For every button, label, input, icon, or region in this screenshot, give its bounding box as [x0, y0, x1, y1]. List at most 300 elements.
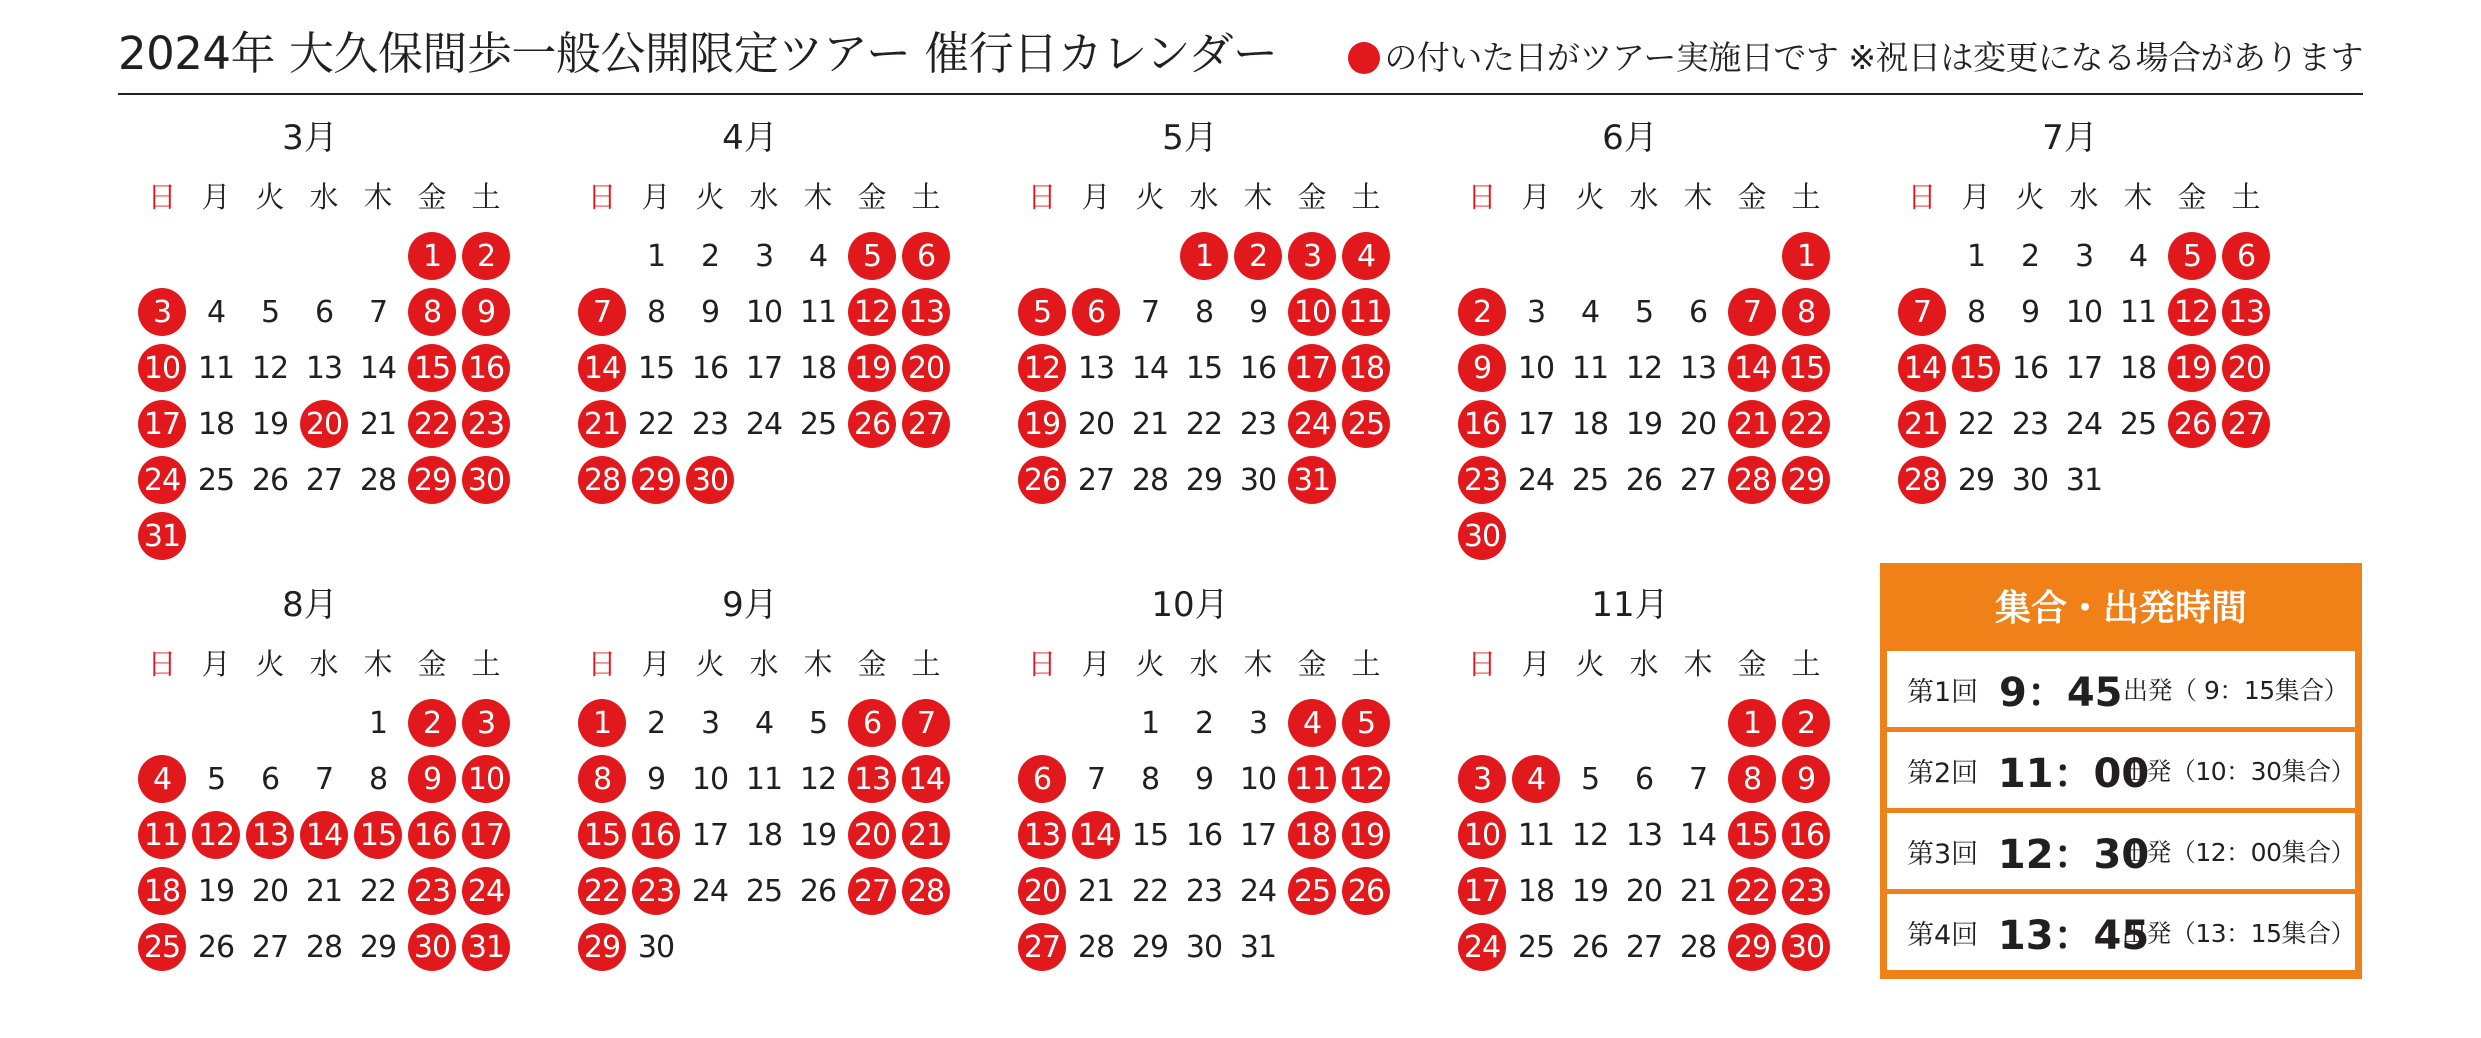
calendar-day: 4	[206, 294, 226, 330]
calendar-day: 10	[1517, 350, 1555, 386]
tour-day: 2	[462, 232, 510, 280]
calendar-day: 12	[1571, 817, 1609, 853]
calendar-day: 4	[808, 238, 828, 274]
tour-day: 25	[1288, 867, 1336, 915]
calendar-day: 25	[2119, 406, 2157, 442]
weekday-label: 火	[2015, 180, 2045, 214]
tour-day: 16	[408, 811, 456, 859]
calendar-day: 8	[1966, 294, 1986, 330]
weekday-label: 土	[1791, 647, 1821, 681]
tour-day: 28	[1898, 456, 1946, 504]
calendar-day: 8	[646, 294, 666, 330]
time-row	[1887, 813, 2355, 889]
tour-day: 14	[578, 344, 626, 392]
tour-day: 13	[848, 755, 896, 803]
weekday-label: 土	[1351, 180, 1381, 214]
calendar-day: 12	[799, 761, 837, 797]
calendar-day: 25	[799, 406, 837, 442]
calendar-day: 13	[1077, 350, 1115, 386]
month-title: 5月	[1162, 118, 1218, 158]
tour-day: 14	[1072, 811, 1120, 859]
calendar-day: 5	[1580, 761, 1600, 797]
weekday-label: 月	[1081, 647, 1111, 681]
weekday-label: 月	[1961, 180, 1991, 214]
tour-day: 8	[578, 755, 626, 803]
tour-day: 15	[578, 811, 626, 859]
calendar-day: 15	[637, 350, 675, 386]
weekday-label: 土	[911, 647, 941, 681]
weekday-label: 日	[1467, 180, 1497, 214]
calendar-day: 20	[1077, 406, 1115, 442]
calendar-day: 3	[1526, 294, 1546, 330]
tour-day: 20	[902, 344, 950, 392]
tour-day: 7	[1728, 288, 1776, 336]
tour-day: 29	[1782, 456, 1830, 504]
weekday-label: 日	[1027, 647, 1057, 681]
tour-day: 24	[1458, 923, 1506, 971]
calendar-day: 27	[1679, 462, 1717, 498]
tour-day: 2	[408, 699, 456, 747]
calendar-day: 25	[1517, 929, 1555, 965]
tour-day: 28	[1728, 456, 1776, 504]
tour-day: 13	[1018, 811, 1066, 859]
calendar-day: 18	[197, 406, 235, 442]
calendar-day: 21	[1077, 873, 1115, 909]
tour-day: 17	[1458, 867, 1506, 915]
weekday-label: 日	[587, 647, 617, 681]
calendar-day: 22	[1185, 406, 1223, 442]
calendar-day: 17	[2065, 350, 2103, 386]
tour-day: 24	[1288, 400, 1336, 448]
tour-day: 19	[848, 344, 896, 392]
calendar-day: 2	[2020, 238, 2040, 274]
calendar-day: 31	[1239, 929, 1277, 965]
tour-day: 30	[408, 923, 456, 971]
calendar-day: 3	[2074, 238, 2094, 274]
tour-day: 30	[1458, 512, 1506, 560]
tour-day: 5	[1018, 288, 1066, 336]
weekday-label: 土	[471, 180, 501, 214]
tour-day: 19	[1018, 400, 1066, 448]
calendar-day: 22	[359, 873, 397, 909]
weekday-label: 土	[471, 647, 501, 681]
calendar-day: 17	[1239, 817, 1277, 853]
calendar-day: 26	[251, 462, 289, 498]
tour-day: 14	[300, 811, 348, 859]
tour-day: 3	[138, 288, 186, 336]
tour-day: 21	[1898, 400, 1946, 448]
weekday-label: 金	[1297, 647, 1327, 681]
calendar-day: 11	[1517, 817, 1555, 853]
calendar-day: 25	[1571, 462, 1609, 498]
calendar-day: 3	[754, 238, 774, 274]
tour-day: 14	[902, 755, 950, 803]
tour-day: 3	[1288, 232, 1336, 280]
tour-day: 23	[408, 867, 456, 915]
calendar-day: 21	[1131, 406, 1169, 442]
tour-day: 26	[1342, 867, 1390, 915]
tour-day: 1	[408, 232, 456, 280]
tour-day: 11	[138, 811, 186, 859]
weekday-label: 日	[587, 180, 617, 214]
calendar-day: 28	[1077, 929, 1115, 965]
weekday-label: 水	[309, 647, 339, 681]
calendar-day: 27	[305, 462, 343, 498]
tour-day: 16	[1458, 400, 1506, 448]
calendar-day: 23	[2011, 406, 2049, 442]
weekday-label: 火	[695, 180, 725, 214]
tour-day: 6	[1018, 755, 1066, 803]
weekday-label: 火	[1135, 180, 1165, 214]
calendar-day: 7	[314, 761, 334, 797]
tour-day: 23	[1458, 456, 1506, 504]
calendar-day: 13	[1679, 350, 1717, 386]
calendar-day: 7	[368, 294, 388, 330]
calendar-day: 24	[1517, 462, 1555, 498]
calendar-day: 18	[745, 817, 783, 853]
calendar-day: 16	[1185, 817, 1223, 853]
tour-day: 4	[1342, 232, 1390, 280]
calendar-day: 13	[1625, 817, 1663, 853]
weekday-label: 水	[309, 180, 339, 214]
tour-day: 21	[578, 400, 626, 448]
tour-day: 8	[1728, 755, 1776, 803]
calendar-day: 29	[1131, 929, 1169, 965]
tour-day: 23	[1782, 867, 1830, 915]
tour-day: 30	[686, 456, 734, 504]
tour-day: 22	[578, 867, 626, 915]
calendar-day: 27	[1077, 462, 1115, 498]
tour-day: 20	[2222, 344, 2270, 392]
calendar-day: 29	[1957, 462, 1995, 498]
calendar-day: 8	[368, 761, 388, 797]
calendar-day: 30	[2011, 462, 2049, 498]
tour-round: 第2回	[1907, 757, 1979, 789]
tour-day: 1	[1728, 699, 1776, 747]
calendar-day: 11	[197, 350, 235, 386]
tour-day: 16	[632, 811, 680, 859]
tour-day: 12	[848, 288, 896, 336]
tour-day: 15	[1728, 811, 1776, 859]
weekday-label: 月	[1521, 647, 1551, 681]
calendar-day: 27	[1625, 929, 1663, 965]
tour-day: 3	[1458, 755, 1506, 803]
tour-day: 5	[1342, 699, 1390, 747]
calendar-day: 5	[206, 761, 226, 797]
calendar-day: 29	[359, 929, 397, 965]
calendar-day: 8	[1194, 294, 1214, 330]
tour-day: 24	[462, 867, 510, 915]
calendar-day: 6	[1634, 761, 1654, 797]
departure-meeting-note: 出発（10：30集合）	[2121, 757, 2355, 786]
calendar-day: 10	[2065, 294, 2103, 330]
tour-day: 31	[462, 923, 510, 971]
tour-day: 5	[848, 232, 896, 280]
tour-day: 11	[1288, 755, 1336, 803]
calendar-day: 7	[1688, 761, 1708, 797]
page-title: 2024年 大久保間歩一般公開限定ツアー 催行日カレンダー	[118, 27, 1278, 80]
tour-day: 26	[848, 400, 896, 448]
weekday-label: 木	[2123, 180, 2153, 214]
calendar-day: 26	[1625, 462, 1663, 498]
calendar-day: 10	[1239, 761, 1277, 797]
tour-day: 9	[1458, 344, 1506, 392]
weekday-label: 金	[1297, 180, 1327, 214]
tour-day: 25	[1342, 400, 1390, 448]
calendar-day: 2	[646, 705, 666, 741]
calendar-day: 4	[1580, 294, 1600, 330]
calendar-day: 28	[1131, 462, 1169, 498]
weekday-label: 日	[147, 180, 177, 214]
calendar-day: 12	[1625, 350, 1663, 386]
calendar-day: 4	[754, 705, 774, 741]
calendar-day: 18	[799, 350, 837, 386]
weekday-label: 水	[1189, 180, 1219, 214]
tour-day: 23	[632, 867, 680, 915]
meeting-departure-times-box	[1880, 563, 2362, 979]
tour-day: 27	[848, 867, 896, 915]
tour-day: 14	[1898, 344, 1946, 392]
calendar-day: 6	[260, 761, 280, 797]
tour-day: 10	[462, 755, 510, 803]
calendar-day: 14	[359, 350, 397, 386]
tour-day: 5	[2168, 232, 2216, 280]
calendar-day: 18	[1571, 406, 1609, 442]
tour-day: 12	[1342, 755, 1390, 803]
calendar-day: 3	[700, 705, 720, 741]
tour-day: 20	[848, 811, 896, 859]
weekday-label: 木	[803, 647, 833, 681]
tour-day: 17	[462, 811, 510, 859]
tour-day: 12	[1018, 344, 1066, 392]
month-title: 11月	[1591, 585, 1669, 625]
weekday-label: 火	[1575, 647, 1605, 681]
departure-time: 13：45	[1997, 912, 2150, 959]
tour-day: 1	[578, 699, 626, 747]
tour-day: 27	[2222, 400, 2270, 448]
month-title: 3月	[282, 118, 338, 158]
legend	[1348, 34, 2363, 82]
tour-day: 26	[1018, 456, 1066, 504]
tour-day: 22	[1782, 400, 1830, 448]
calendar-day: 26	[1571, 929, 1609, 965]
departure-meeting-note: 出発（ 9：15集合）	[2123, 676, 2349, 705]
month-title: 4月	[722, 118, 778, 158]
tour-day: 7	[578, 288, 626, 336]
weekday-label: 日	[1467, 647, 1497, 681]
calendar-day: 19	[1571, 873, 1609, 909]
calendar-day: 18	[1517, 873, 1555, 909]
time-row	[1887, 732, 2355, 808]
tour-day: 29	[408, 456, 456, 504]
weekday-label: 金	[1737, 647, 1767, 681]
calendar-day: 29	[1185, 462, 1223, 498]
calendar-day: 15	[1131, 817, 1169, 853]
tour-day: 10	[138, 344, 186, 392]
tour-day: 30	[462, 456, 510, 504]
tour-day: 7	[902, 699, 950, 747]
calendar-day: 4	[2128, 238, 2148, 274]
calendar-day: 1	[1140, 705, 1160, 741]
calendar-day: 30	[637, 929, 675, 965]
weekday-label: 土	[1351, 647, 1381, 681]
tour-day: 9	[462, 288, 510, 336]
tour-day: 2	[1234, 232, 1282, 280]
calendar-day: 23	[1185, 873, 1223, 909]
calendar-day: 13	[305, 350, 343, 386]
weekday-label: 水	[1189, 647, 1219, 681]
calendar-day: 23	[691, 406, 729, 442]
calendar-day: 12	[251, 350, 289, 386]
weekday-label: 金	[2177, 180, 2207, 214]
tour-day: 16	[462, 344, 510, 392]
tour-day: 28	[578, 456, 626, 504]
tour-day: 4	[1512, 755, 1560, 803]
calendar-day: 5	[1634, 294, 1654, 330]
tour-day: 17	[138, 400, 186, 448]
calendar-day: 5	[808, 705, 828, 741]
calendar-day: 7	[1086, 761, 1106, 797]
tour-day: 13	[2222, 288, 2270, 336]
calendar-day: 22	[1957, 406, 1995, 442]
weekday-label: 木	[803, 180, 833, 214]
calendar-day: 17	[745, 350, 783, 386]
legend-text: の付いた日がツアー実施日です ※祝日は変更になる場合があります	[1384, 38, 2363, 77]
calendar-day: 16	[2011, 350, 2049, 386]
weekday-label: 水	[1629, 180, 1659, 214]
weekday-label: 月	[1521, 180, 1551, 214]
calendar-day: 28	[1679, 929, 1717, 965]
departure-meeting-note: 出発（13：15集合）	[2121, 919, 2355, 948]
tour-day: 6	[1072, 288, 1120, 336]
calendar-day: 27	[251, 929, 289, 965]
calendar-day: 11	[1571, 350, 1609, 386]
calendar-day: 1	[646, 238, 666, 274]
weekday-label: 木	[363, 180, 393, 214]
tour-day: 15	[354, 811, 402, 859]
calendar-day: 11	[2119, 294, 2157, 330]
departure-time: 9：45	[1999, 669, 2123, 716]
weekday-label: 月	[201, 180, 231, 214]
calendar-day: 17	[691, 817, 729, 853]
tour-day: 12	[2168, 288, 2216, 336]
weekday-label: 水	[749, 180, 779, 214]
calendar-day: 5	[260, 294, 280, 330]
calendar-day: 25	[745, 873, 783, 909]
time-row	[1887, 894, 2355, 970]
weekday-label: 月	[641, 180, 671, 214]
tour-day: 19	[1342, 811, 1390, 859]
tour-day: 27	[1018, 923, 1066, 971]
tour-day: 28	[902, 867, 950, 915]
title-divider	[118, 93, 2363, 95]
calendar-day: 8	[1140, 761, 1160, 797]
tour-day: 15	[408, 344, 456, 392]
tour-round: 第1回	[1907, 676, 1979, 708]
tour-day: 23	[462, 400, 510, 448]
weekday-label: 水	[2069, 180, 2099, 214]
weekday-label: 金	[857, 647, 887, 681]
tour-day: 27	[902, 400, 950, 448]
tour-day: 6	[2222, 232, 2270, 280]
tour-day: 3	[462, 699, 510, 747]
tour-day: 9	[1782, 755, 1830, 803]
weekday-label: 火	[695, 647, 725, 681]
calendar-day: 24	[691, 873, 729, 909]
tour-day: 22	[408, 400, 456, 448]
calendar-day: 26	[197, 929, 235, 965]
calendar-day: 28	[305, 929, 343, 965]
tour-day: 25	[138, 923, 186, 971]
calendar-day: 14	[1131, 350, 1169, 386]
calendar-day: 30	[1239, 462, 1277, 498]
month-title: 6月	[1602, 118, 1658, 158]
tour-day: 14	[1728, 344, 1776, 392]
tour-day: 31	[1288, 456, 1336, 504]
calendar-day: 19	[251, 406, 289, 442]
departure-time: 12：30	[1997, 831, 2150, 878]
calendar-day: 1	[368, 705, 388, 741]
weekday-label: 日	[147, 647, 177, 681]
calendar-day: 19	[197, 873, 235, 909]
tour-day: 8	[408, 288, 456, 336]
time-row	[1887, 651, 2355, 727]
tour-round: 第4回	[1907, 919, 1979, 951]
tour-day-dot-icon	[1348, 42, 1380, 74]
tour-day: 1	[1180, 232, 1228, 280]
calendar-day: 20	[1625, 873, 1663, 909]
calendar-day: 2	[700, 238, 720, 274]
calendar-day: 22	[1131, 873, 1169, 909]
calendar-day: 24	[745, 406, 783, 442]
weekday-label: 日	[1907, 180, 1937, 214]
tour-day: 10	[1288, 288, 1336, 336]
weekday-label: 金	[857, 180, 887, 214]
calendar-day: 9	[1194, 761, 1214, 797]
calendar-day: 6	[314, 294, 334, 330]
tour-day: 17	[1288, 344, 1336, 392]
tour-day: 10	[1458, 811, 1506, 859]
weekday-label: 木	[1243, 180, 1273, 214]
calendar-day: 15	[1185, 350, 1223, 386]
tour-day: 29	[1728, 923, 1776, 971]
weekday-label: 月	[641, 647, 671, 681]
calendar-day: 7	[1140, 294, 1160, 330]
weekday-label: 月	[201, 647, 231, 681]
calendar-day: 9	[646, 761, 666, 797]
calendar-day: 1	[1966, 238, 1986, 274]
times-box-heading: 集合・出発時間	[1994, 587, 2247, 629]
tour-day: 15	[1782, 344, 1830, 392]
calendar-day: 25	[197, 462, 235, 498]
tour-day: 19	[2168, 344, 2216, 392]
weekday-label: 金	[417, 180, 447, 214]
tour-day: 2	[1458, 288, 1506, 336]
calendar-day: 19	[1625, 406, 1663, 442]
weekday-label: 水	[749, 647, 779, 681]
calendar-day: 10	[691, 761, 729, 797]
calendar-day: 21	[305, 873, 343, 909]
month-title: 8月	[282, 585, 338, 625]
tour-day: 21	[902, 811, 950, 859]
weekday-label: 金	[1737, 180, 1767, 214]
calendar-day: 28	[359, 462, 397, 498]
tour-day: 29	[632, 456, 680, 504]
calendar-day: 3	[1248, 705, 1268, 741]
calendar-day: 26	[799, 873, 837, 909]
tour-day: 6	[848, 699, 896, 747]
calendar-day: 31	[2065, 462, 2103, 498]
